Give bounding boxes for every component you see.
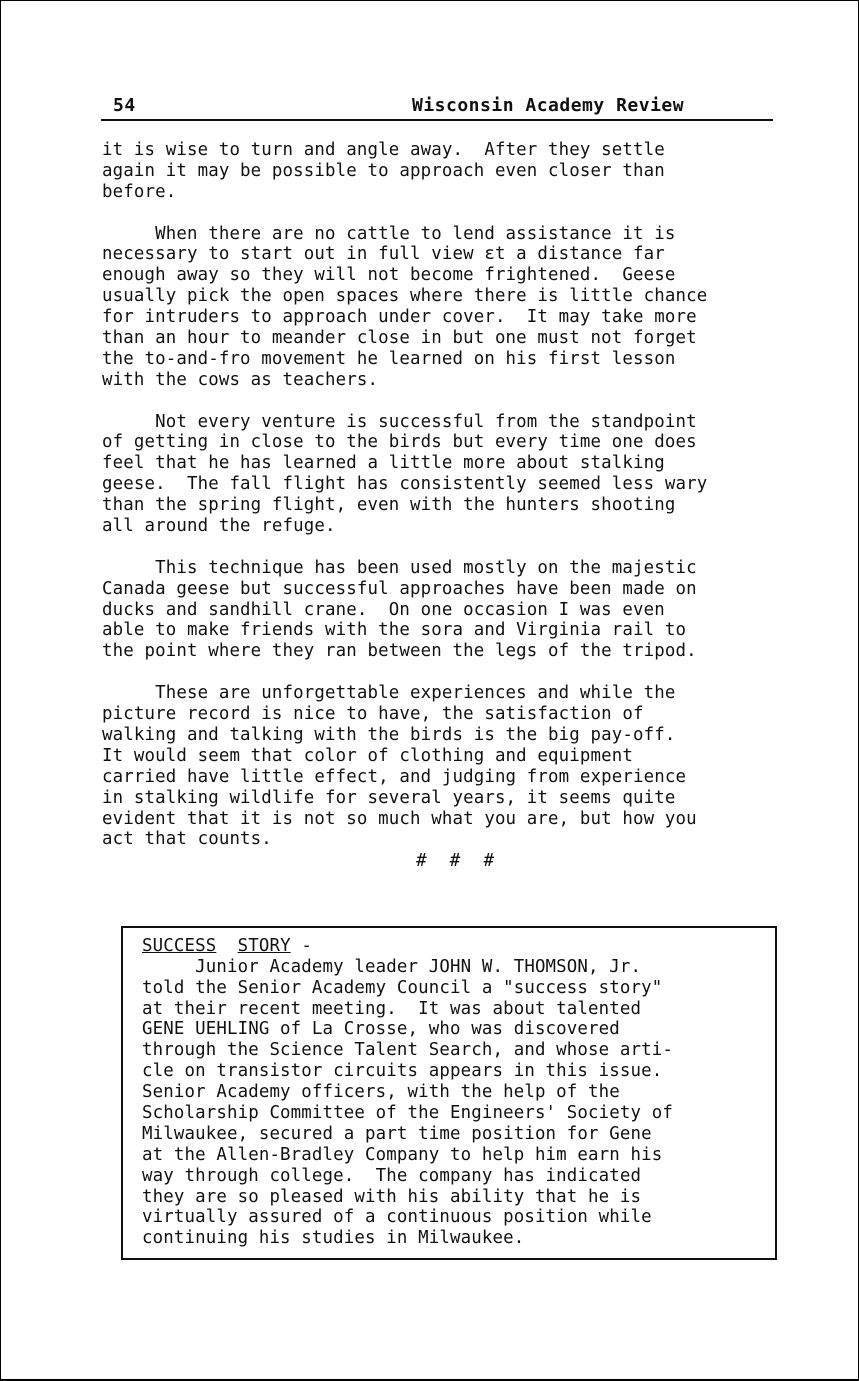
article-body: [102, 140, 822, 850]
text-line: usually pick the open spaces where there is little chance: [102, 286, 708, 307]
text-line: Senior Academy officers, with the help of the: [142, 1082, 620, 1103]
success-story-heading: [142, 936, 772, 957]
paragraph: [102, 558, 822, 662]
end-of-article-mark: # # #: [416, 850, 501, 871]
text-line: It would seem that color of clothing and equipment: [102, 745, 634, 766]
text-line: with the cows as teachers.: [102, 369, 379, 390]
heading-word: STORY: [237, 936, 291, 956]
text-line: for intruders to approach under cover. It may take more: [102, 307, 697, 328]
text-line: act that counts.: [102, 829, 272, 850]
text-line: walking and talking with the birds is the big pay-off.: [102, 724, 676, 745]
text-line: Not every venture is successful from the standpoint: [102, 411, 697, 432]
text-line: the to-and-fro movement he learned on his first lesson: [102, 348, 676, 369]
text-line: it is wise to turn and angle away. After they settle: [102, 140, 665, 160]
text-line: cle on transistor circuits appears in this issue.: [142, 1061, 663, 1082]
text-line: carried have little effect, and judging from experience: [102, 766, 687, 787]
text-line: Scholarship Committee of the Engineers' Society of: [142, 1103, 674, 1124]
text-line: of getting in close to the birds but every time one does: [102, 432, 697, 453]
text-line: than the spring flight, even with the hunters shooting: [102, 495, 676, 516]
text-line: able to make friends with the sora and Virginia rail to: [102, 620, 687, 641]
text-line: Junior Academy leader JOHN W. THOMSON, Jr.: [142, 956, 642, 977]
text-line: at the Allen-Bradley Company to help him earn his: [142, 1144, 663, 1165]
text-line: they are so pleased with his ability that he is: [142, 1186, 642, 1207]
text-line: geese. The fall flight has consistently seemed less wary: [102, 474, 708, 495]
text-line: before.: [102, 181, 177, 202]
paragraph: [102, 683, 822, 850]
success-story-content: [142, 936, 772, 1249]
text-line: way through college. The company has indicated: [142, 1165, 642, 1186]
paragraph-gap: [102, 662, 822, 683]
paragraph-gap: [102, 537, 822, 558]
text-line: the point where they ran between the legs of the tripod.: [102, 641, 697, 662]
text-line: When there are no cattle to lend assistance it is: [102, 223, 676, 244]
journal-title: Wisconsin Academy Review: [412, 95, 685, 116]
text-line: continuing his studies in Milwaukee.: [142, 1228, 525, 1249]
heading-dash: -: [290, 936, 312, 956]
text-line: told the Senior Academy Council a "success story": [142, 977, 663, 998]
text-line: Milwaukee, secured a part time position for Gene: [142, 1123, 652, 1144]
text-line: again it may be possible to approach even closer than: [102, 160, 665, 181]
text-line: evident that it is not so much what you are, but how you: [102, 808, 697, 829]
paragraph: [102, 140, 822, 203]
text-line: all around the refuge.: [102, 516, 336, 537]
text-line: This technique has been used mostly on the majestic: [102, 557, 697, 578]
text-line: than an hour to meander close in but one must not forget: [102, 328, 697, 349]
text-line: in stalking wildlife for several years, it seems quite: [102, 787, 676, 808]
text-line: through the Science Talent Search, and whose arti-: [142, 1040, 674, 1061]
paragraph-gap: [102, 203, 822, 224]
text-line: at their recent meeting. It was about talented: [142, 998, 642, 1019]
paragraph-gap: [102, 391, 822, 412]
page-number: 54: [113, 95, 136, 116]
paragraph: [102, 412, 822, 537]
text-line: Canada geese but successful approaches have been made on: [102, 578, 697, 599]
text-line: GENE UEHLING of La Crosse, who was discovered: [142, 1019, 620, 1040]
text-line: enough away so they will not become frightened. Geese: [102, 265, 676, 286]
text-line: ducks and sandhill crane. On one occasion I was even: [102, 599, 665, 620]
heading-word: SUCCESS: [142, 936, 217, 956]
text-line: picture record is nice to have, the satisfaction of: [102, 704, 644, 725]
text-line: virtually assured of a continuous position while: [142, 1207, 652, 1228]
paragraph: [102, 224, 822, 391]
page-header: [101, 95, 773, 121]
success-story-box: [121, 926, 777, 1260]
text-line: necessary to start out in full view εt a distance far: [102, 244, 665, 265]
text-line: These are unforgettable experiences and while the: [102, 683, 676, 704]
text-line: feel that he has learned a little more about stalking: [102, 453, 665, 474]
